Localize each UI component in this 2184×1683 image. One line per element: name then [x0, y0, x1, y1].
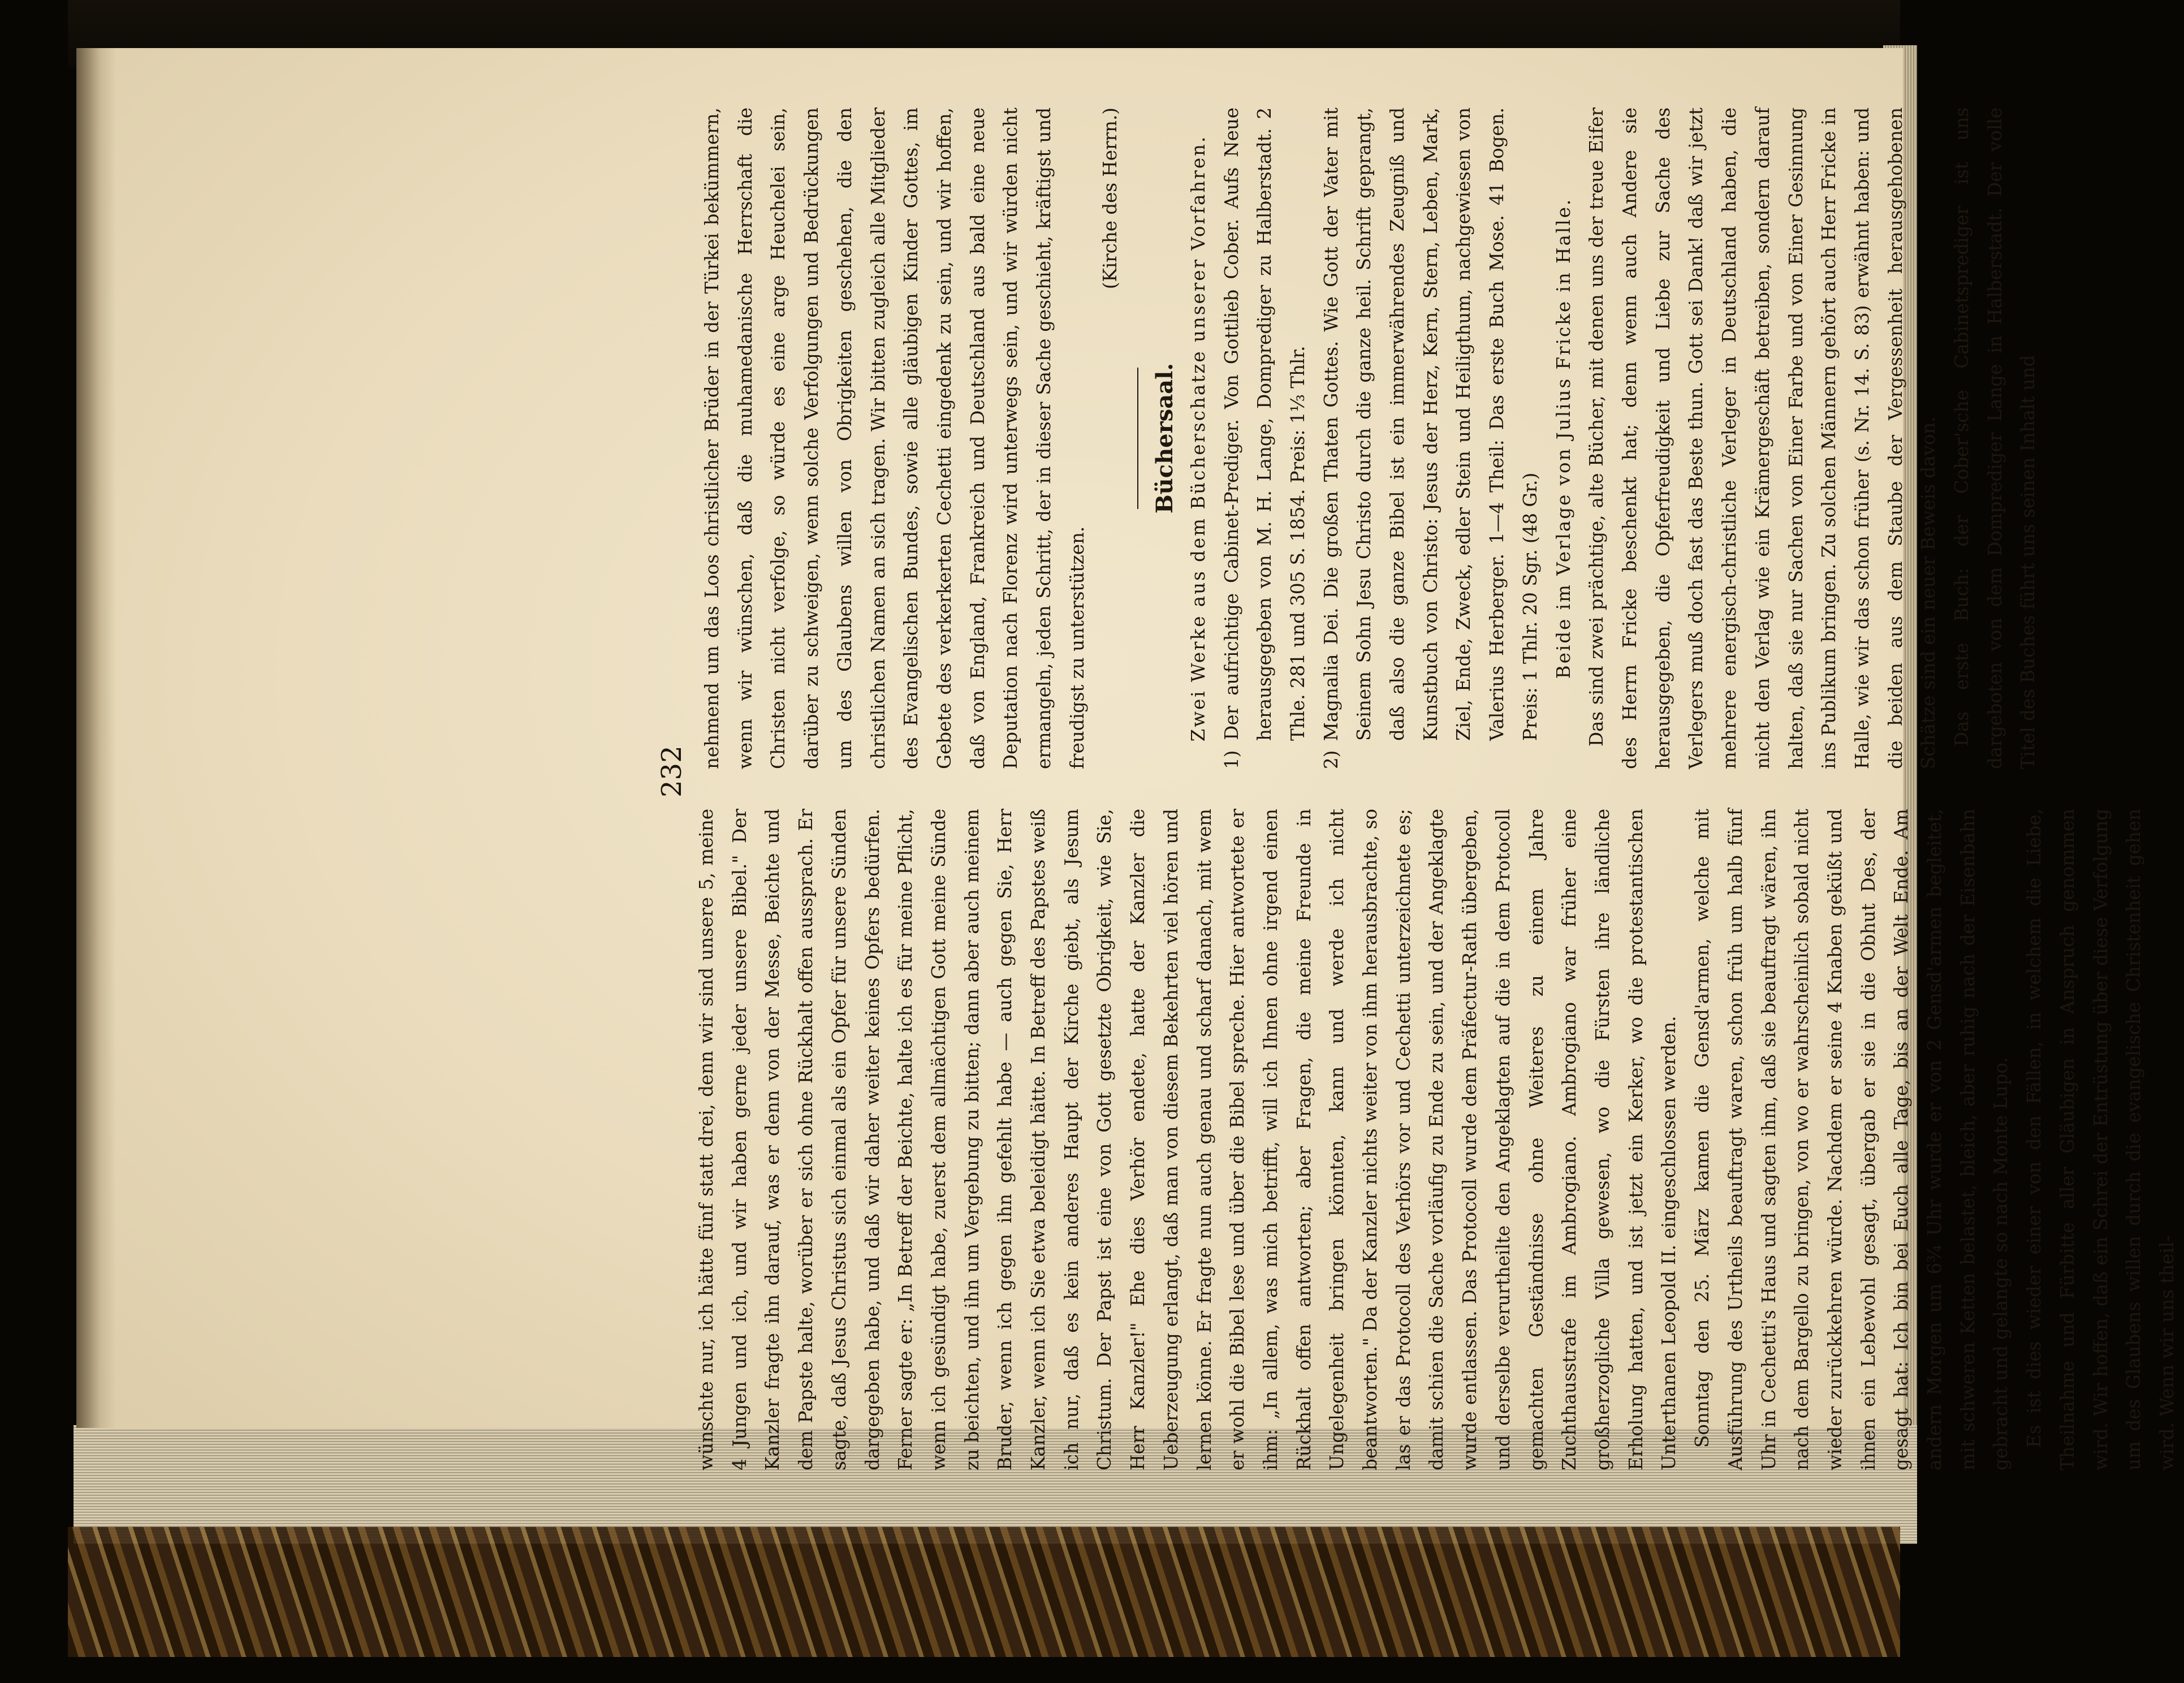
review-paragraph-1: Das sind zwei prächtige, alte Bücher, mit denen uns der treue Eifer des Herrn Fricke beschenkt hat; denn wenn auch Andere sie herausgegeben, die Opferfreudigkeit und Liebe zur Sache des Verlegers muß doch fast das Beste thun. Gott sei Dank! daß wir jetzt mehrere energisch-christliche Verleger in Deutschland haben, die nicht den Verlag wie ein Krämergeschäft betreiben, sondern darauf halten, daß sie nur Sachen von Einer Farbe und von Einer Gesinnung ins Publikum bringen. Zu solchen Männern gehört auch Herr Fricke in Halle, wie wir das schon früher (s. Nr. 14. S. 83) erwähnt haben: und die beiden aus dem Staube der Vergessenheit herausgehobenen Schätze sind ein neuer Beweis davon.	[1586, 107, 1940, 769]
publisher-line: Beide im Verlage von Julius Fricke in Halle.	[1552, 197, 1574, 679]
section-subtitle: Zwei Werke aus dem Bücherschatze unserer Vorfahren.	[1187, 135, 1209, 742]
right-column	[696, 107, 2045, 769]
section-divider	[1137, 368, 1138, 509]
left-paragraph-3: Es ist dies wieder einer von den Fällen, in welchem die Liebe, Theilnahme und Fürbitte aller Gläubigen in Anspruch genommen wird. Wir hoffen, daß ein Schrei der Entrüstung über diese Verfolgung um des Glaubens willen durch die evangelische Christenheit gehen wird. Wenn wir uns theil-	[2023, 809, 2178, 1470]
marbled-cover-edge	[68, 1527, 1900, 1657]
page-number: 232	[656, 745, 688, 797]
section-heading: Büchersaal.	[1151, 363, 1179, 514]
rotated-text-block	[0, 107, 2178, 1470]
left-column	[690, 809, 2184, 1470]
review-paragraph-2: Das erste Buch: der Cober'sche Cabinetsprediger ist uns dargeboten von dem Domprediger Lange in Halberstadt. Der volle Titel des Buches führt uns seinen Inhalt und	[1951, 107, 2039, 769]
right-intro-paragraph: nehmend um das Loos christlicher Brüder in der Türkei bekümmern, wenn wir wünschen, daß die muhamedanische Herrschaft die Christen nicht verfolge, so würde es eine arge Heuchelei sein, darüber zu schweigen, wenn solche Verfolgungen und Bedrückungen um des Glaubens willen von Obrigkeiten geschehen, die den christlichen Namen an sich tragen. Wir bitten zugleich alle Mitglieder des Evangelischen Bundes, sowie alle gläubigen Kinder Gottes, im Gebete des verkerkerten Cechetti eingedenk zu sein, und wir hoffen, daß von England, Frankreich und Deutschland aus bald eine neue Deputation nach Florenz wird unterwegs sein, und wir würden nicht ermangeln, jeden Schritt, der in dieser Sache geschieht, kräftigst und freudigst zu unterstützen.	[701, 107, 1088, 769]
book-entry-1: 1) Der aufrichtige Cabinet-Prediger. Von Gottlieb Cober. Aufs Neue herausgegeben von M. H. Lange, Domprediger zu Halberstadt. 2 Thle. 281 und 305 S. 1854. Preis: 1⅓ Thlr.	[1220, 107, 1309, 769]
left-paragraph-1: wünschte nur, ich hätte fünf statt drei, denn wir sind unsere 5, meine 4 Jungen und ich, und wir haben gerne jeder unsere Bibel." Der Kanzler fragte ihn darauf, was er denn von der Messe, Beichte und dem Papste halte, worüber er sich ohne Rückhalt offen aussprach. Er sagte, daß Jesus Christus sich einmal als ein Opfer für unsere Sünden dargegeben habe, und daß wir daher weiter keines Opfers bedürfen. Ferner sagte er: „In Betreff der Beichte, halte ich es für meine Pflicht, wenn ich gesündigt habe, zuerst dem allmächtigen Gott meine Sünde zu beichten, und ihn um Vergebung zu bitten; dann aber auch meinem Bruder, wenn ich gegen ihn gefehlt habe — auch gegen Sie, Herr Kanzler, wenn ich Sie etwa beleidigt hätte. In Betreff des Papstes weiß ich nur, daß es kein anderes Haupt der Kirche giebt, als Jesum Christum. Der Papst ist eine von Gott gesetzte Obrigkeit, wie Sie, Herr Kanzler!" Ehe dies Verhör endete, hatte der Kanzler die Ueberzeugung erlangt, daß man von diesem Bekehrten viel hören und lernen könne. Er fragte nun auch genau und scharf danach, mit wem er wohl die Bibel lese und über die Bibel spreche. Hier antwortete er ihm: „In allem, was mich betrifft, will ich Ihnen ohne irgend einen Rückhalt offen antworten; aber Fragen, die meine Freunde in Ungelegenheit bringen könnten, kann und werde ich nicht beantworten." Da der Kanzler nichts weiter von ihm herausbrachte, so las er das Protocoll des Verhörs vor und Cechetti unterzeichnete es; damit schien die Sache vorläufig zu Ende zu sein, und der Angeklagte wurde entlassen. Das Protocoll wurde dem Präfectur-Rath übergeben, und derselbe verurtheilte den Angeklagten auf die in dem Protocoll gemachten Geständnisse ohne Weiteres zu einem Jahre Zuchthausstrafe im Ambrogiano. Ambrogiano war früher eine großherzogliche Villa gewesen, wo die Fürsten ihre ländliche Erholung hatten, und ist jetzt ein Kerker, wo die protestantischen Unterthanen Leopold II. eingeschlossen werden.	[696, 809, 1680, 1470]
source-note: (Kirche des Herrn.)	[1099, 107, 1121, 290]
book-entry-2: 2) Magnalia Dei. Die großen Thaten Gottes. Wie Gott der Vater mit Seinem Sohn Jesu Christo durch die ganze heil. Schrift geprangt, daß also die ganze Bibel ist ein immerwährendes Zeugniß und Kunstbuch von Christo: Jesus der Herz, Kern, Stern, Leben, Mark, Ziel, Ende, Zweck, edler Stein und Heiligthum, nachgewiesen von Valerius Herberger. 1—4 Theil: Das erste Buch Mose. 41 Bogen. Preis: 1 Thlr. 20 Sgr. (48 Gr.)	[1320, 107, 1541, 769]
left-paragraph-2: Sonntag den 25. März kamen die Gensd'armen, welche mit Ausführung des Urtheils beauftragt waren, schon früh um halb fünf Uhr in Cechetti's Haus und sagten ihm, daß sie beauftragt wären, ihn nach dem Bargello zu bringen, von wo er wahrscheinlich sobald nicht wieder zurückkehren würde. Nachdem er seine 4 Knaben geküßt und ihnen ein Lebewohl gesagt, übergab er sie in die Obhut Des, der gesagt hat: Ich bin bei Euch alle Tage, bis an der Welt Ende. Am andern Morgen um 6¾ Uhr wurde er von 2 Gensd'armen begleitet, mit schweren Ketten belastet, bleich, aber ruhig nach der Eisenbahn gebracht und gelangte so nach Monte Lupo.	[1691, 809, 2012, 1470]
